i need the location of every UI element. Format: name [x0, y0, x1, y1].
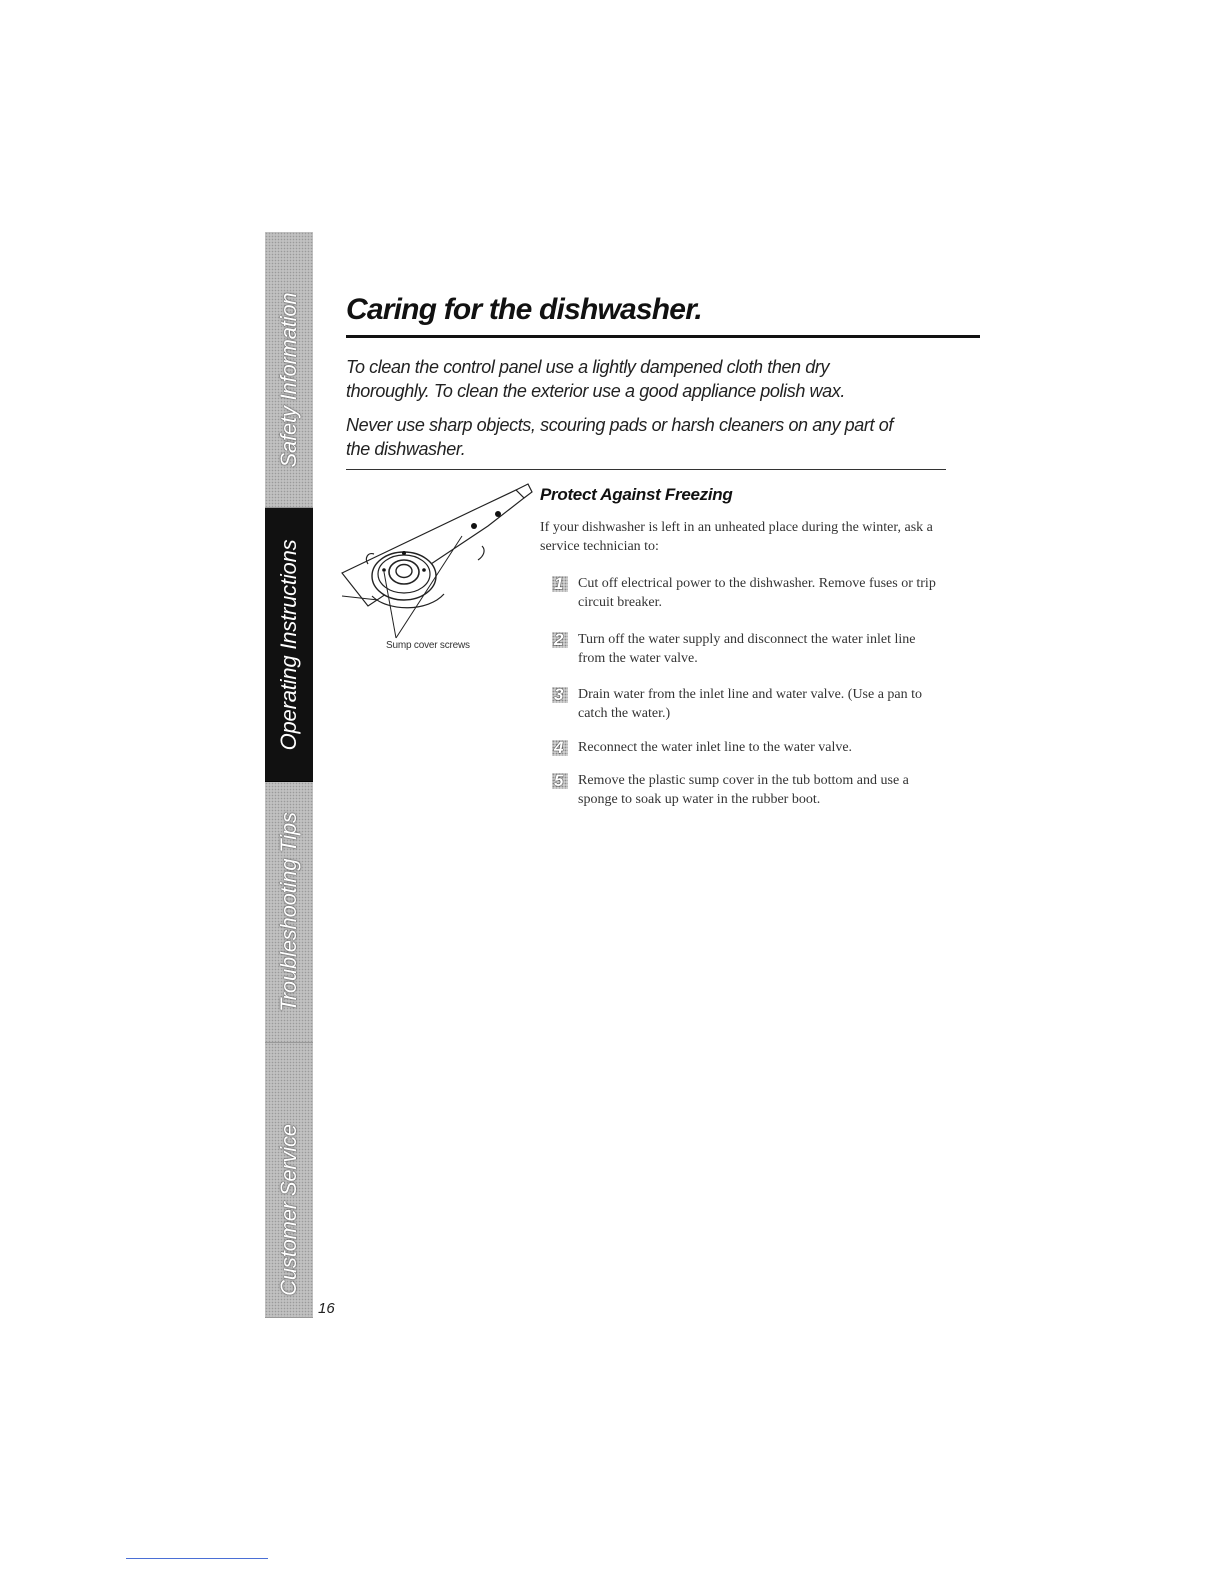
footer-rule: [126, 1558, 268, 1559]
step-number: 5: [554, 771, 564, 790]
step-number: 2: [554, 630, 564, 649]
step-number: 3: [554, 685, 564, 704]
side-tab-label: Customer Service: [276, 1124, 301, 1296]
step-number: 4: [554, 738, 564, 757]
step-text: Turn off the water supply and disconnect the water inlet line from the water valve.: [578, 632, 916, 666]
page-title: Caring for the dishwasher.: [346, 293, 702, 326]
section-rule: [346, 469, 946, 470]
illustration-caption: Sump cover screws: [386, 640, 470, 651]
sump-cover-illustration: [338, 478, 538, 658]
side-tab-label: Operating Instructions: [276, 539, 301, 750]
section-intro: If your dishwasher is left in an unheated place during the winter, ask a service technician to:: [540, 520, 933, 554]
section-heading: Protect Against Freezing: [540, 485, 733, 504]
intro-paragraph-warning: Never use sharp objects, scouring pads or harsh cleaners on any part of the dishwasher.: [346, 415, 893, 459]
side-tab-operating-instructions[interactable]: [265, 508, 313, 782]
intro-paragraph-control-panel: To clean the control panel use a lightly dampened cloth then dry thoroughly. To clean the exterior use a good appliance polish wax.: [346, 357, 845, 401]
step-text: Cut off electrical power to the dishwasher. Remove fuses or trip circuit breaker.: [578, 576, 936, 610]
side-tab-safety-information[interactable]: [265, 232, 313, 508]
step-text: Drain water from the inlet line and water valve. (Use a pan to catch the water.): [578, 687, 923, 721]
step-number: 1: [554, 574, 564, 593]
side-tab-label: Troubleshooting Tips: [276, 812, 301, 1012]
page-number: 16: [318, 1300, 335, 1317]
step-text: Reconnect the water inlet line to the water valve.: [578, 740, 853, 755]
title-rule: [346, 335, 980, 338]
side-tab-troubleshooting-tips[interactable]: [265, 782, 313, 1043]
step-text: Remove the plastic sump cover in the tub bottom and use a sponge to soak up water in the rubber boot.: [578, 773, 909, 807]
side-tab-strip: [265, 232, 313, 1317]
side-tab-label: Safety Information: [276, 292, 301, 467]
side-tab-customer-service[interactable]: [265, 1043, 313, 1318]
